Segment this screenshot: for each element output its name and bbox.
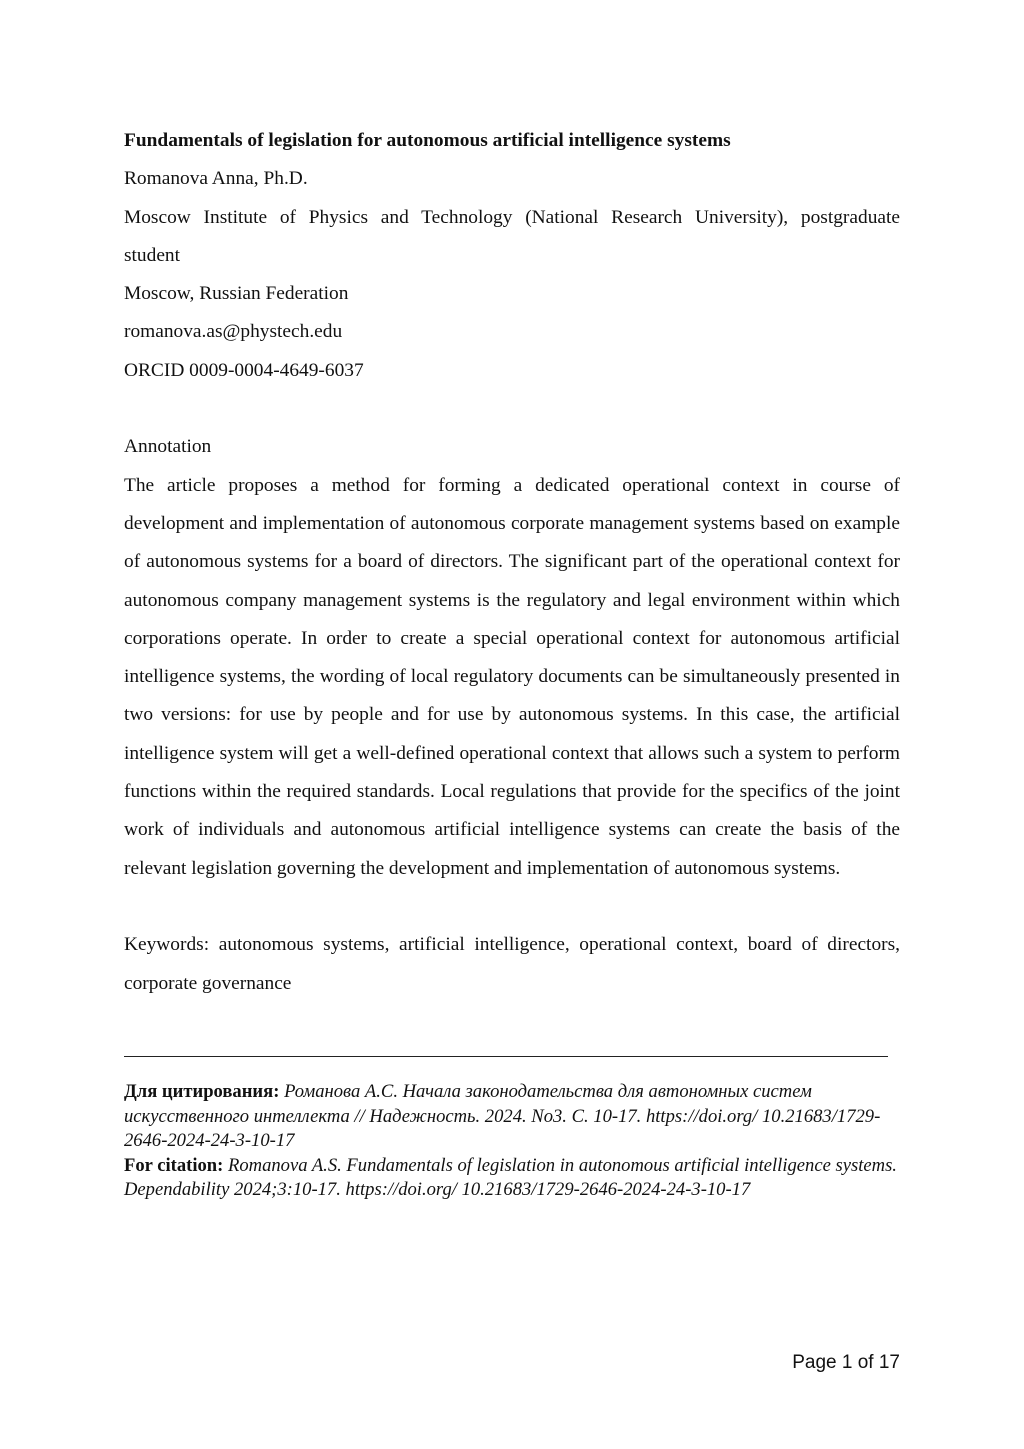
spacer [124, 390, 900, 428]
citation-russian-label: Для цитирования: [124, 1081, 280, 1102]
page-number: Page 1 of 17 [792, 1352, 900, 1373]
paper-front-matter [124, 122, 900, 1003]
annotation-text: The article proposes a method for forming a dedicated operational context in course of development and implementation of autonomous corporate management systems based on example of autonomous systems for a board of directors. The significant part of the operational context for autonomous company management systems is the regulatory and legal environment within which corporations operate. In order to create a special operational context for autonomous artificial intelligence systems, the wording of local regulatory documents can be simultaneously presented in two versions: for use by people and for use by autonomous systems. In this case, the artificial intelligence system will get a well-defined operational context that allows such a system to perform functions within the required standards. Local regulations that provide for the specifics of the joint work of individuals and autonomous artificial intelligence systems can create the basis of the relevant legislation governing the development and implementation of autonomous systems. [124, 474, 900, 879]
citation-english [124, 1154, 904, 1203]
author-name: Romanova Anna, Ph.D. [124, 168, 308, 190]
affiliation-line-1: Moscow Institute of Physics and Technology (National Research University), postgraduate [124, 206, 900, 228]
author-orcid: ORCID 0009-0004-4649-6037 [124, 359, 364, 381]
citation-block [124, 1080, 904, 1203]
citation-english-label: For citation: [124, 1154, 224, 1176]
keywords: Keywords: autonomous systems, artificial intelligence, operational context, board of directors, corporate governance [124, 934, 900, 994]
annotation-heading: Annotation [124, 436, 212, 458]
author-affiliation [124, 199, 900, 237]
spacer [124, 888, 900, 926]
citation-russian [124, 1080, 904, 1154]
footnote-divider [124, 1056, 888, 1057]
author-email: romanova.as@phystech.edu [124, 321, 343, 343]
citation-russian-text: Романова А.С. Начала законодательства для автономных систем искусственного интеллекта // Надежность. 2024. No3. С. 10-17. https://doi.org/ 10.21683/1729- 2646-2024-24-3-10-17 [124, 1081, 881, 1151]
author-location: Moscow, Russian Federation [124, 283, 349, 305]
citation-english-text: Romanova A.S. Fundamentals of legislation in autonomous artificial intelligence systems. Dependability 2024;3:10-17. https://doi.org/ 10.21683/1729-2646-2024-24-3-10-17 [124, 1154, 897, 1200]
paper-title: Fundamentals of legislation for autonomous artificial intelligence systems [124, 130, 731, 151]
affiliation-continuation: student [124, 244, 181, 266]
